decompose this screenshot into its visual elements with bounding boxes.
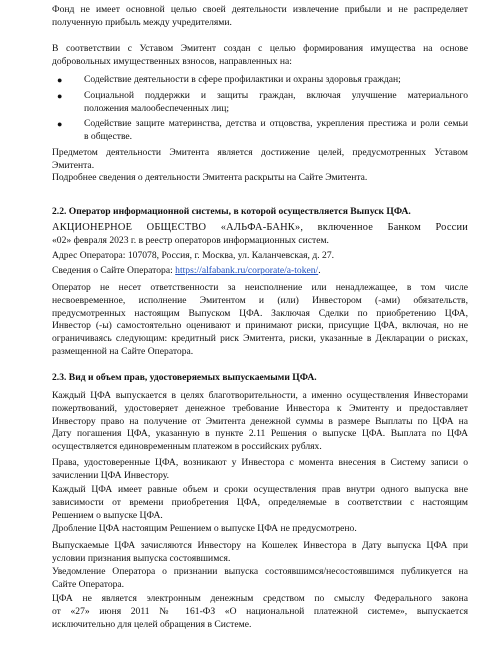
text-line: Дробление ЦФА настоящим Решением о выпуске ЦФА не предусмотрено.	[52, 523, 357, 534]
text-line: В соответствии с Уставом Эмитент создан с целью формирования имущества на основе	[52, 43, 468, 54]
text-line: Каждый ЦФА имеет равные объем и сроки осуществления прав внутри одного выпуска вне	[52, 484, 468, 495]
text-line: Содействие защите материнства, детства и отцовства, укрепления престижа и роли семьи	[84, 118, 468, 130]
text-line: Эмитента.	[52, 159, 95, 171]
list-item	[52, 90, 468, 116]
paragraph-operator-site	[52, 265, 468, 278]
paragraph-crediting	[52, 540, 468, 566]
text-line: Содействие деятельности в сфере профилактики и охраны здоровья граждан;	[84, 74, 401, 85]
text-line: Решением о выпуске ЦФА.	[52, 509, 163, 521]
text-line: Оператор не несет ответственности за неисполнение или ненадлежащее, в том числе	[52, 282, 468, 293]
text-line: Каждый ЦФА выпускается в целях благотворительности, а именно осуществления Инвесторами	[52, 390, 468, 401]
bullet-icon: ●	[57, 75, 63, 85]
text-line: исключительно для целей обращения в Системе.	[52, 618, 252, 630]
text-line: размещенной на Сайте Оператора.	[52, 345, 194, 357]
text-line: предусмотренных настоящим Выпуском ЦФА. Заключая Сделки по приобретению ЦФА,	[52, 307, 468, 319]
text-line: несвоевременное, исполнение Эмитентом и (или) Инвестором (-ами) обязательств,	[52, 294, 468, 306]
paragraph-fund-purpose	[52, 4, 468, 30]
text-line: Инвестор (-ы) самостоятельно оценивают и принимают риски, присущие ЦФА, включая, но не	[52, 320, 468, 332]
text-line: осуществляется единовременным платежом в российских рублях.	[52, 441, 322, 453]
text-line: Выпускаемые ЦФА зачисляются Инвестору на Кошелек Инвестора в Дату выпуска ЦФА при	[52, 540, 468, 551]
purpose-bullet-list	[52, 74, 468, 144]
operator-site-link[interactable]: https://alfabank.ru/corporate/a-token/	[175, 265, 319, 276]
list-item	[52, 118, 468, 144]
paragraph-operator	[52, 222, 468, 248]
text-line: Уведомление Оператора о признании выпуска состоявшимся/несостоявшимся публикуется на	[52, 566, 468, 577]
text-line: «02» февраля 2023 г. в реестр операторов информационных систем.	[52, 234, 329, 246]
text-line: Инвестору право на получение от Эмитента денежной суммы в размере Выплаты по ЦФА на	[52, 415, 468, 427]
text-line: АКЦИОНЕРНОЕ ОБЩЕСТВО «АЛЬФА-БАНК», включенное Банком России	[52, 222, 468, 233]
paragraph-no-split	[52, 523, 468, 536]
text-line: условии признания выпуска состоявшимся.	[52, 552, 231, 564]
text-line: положения малообеспеченных лиц;	[84, 102, 230, 114]
paragraph-not-e-money	[52, 593, 468, 631]
paragraph-operator-address	[52, 250, 468, 263]
bullet-icon: ●	[57, 90, 63, 101]
list-item	[52, 74, 468, 87]
text-line: Адрес Оператора: 107078, Россия, г. Москва, ул. Каланчевская, д. 27.	[52, 250, 335, 261]
text-line: пожертвований, удостоверяет денежное требование Инвестора к Эмитенту и предоставляет	[52, 402, 468, 414]
paragraph-more-info	[52, 172, 468, 185]
text-line: Предметом деятельности Эмитента является достижение целей, предусмотренных Уставом	[52, 147, 468, 158]
text-line: Права, удостоверенные ЦФА, возникают у Инвестора с момента внесения в Систему записи о	[52, 457, 468, 468]
paragraph-operator-responsibility	[52, 282, 468, 359]
paragraph-notification	[52, 566, 468, 592]
paragraph-subject	[52, 147, 468, 173]
text-line: Социальной поддержки и защиты граждан, включая улучшение материального	[84, 89, 468, 101]
section-2-2-heading: 2.2. Оператор информационной системы, в которой осуществляется Выпуск ЦФА.	[52, 206, 411, 217]
section-2-3-heading: 2.3. Вид и объем прав, удостоверяемых выпускаемыми ЦФА.	[52, 372, 317, 383]
text-line: Сайте Оператора.	[52, 578, 125, 590]
text-line: Дату погашения ЦФА, указанную в пункте 2.11 Решения о выпуске ЦФА. Выплата по ЦФА	[52, 428, 468, 440]
text-line: от «27» июня 2011 № 161-ФЗ «О национальной платежной системе», выпускается	[52, 605, 468, 617]
site-end: .	[318, 265, 321, 276]
paragraph-equal-rights	[52, 484, 468, 522]
site-label: Сведения о Сайте Оператора:	[52, 265, 176, 276]
text-line: зачислении ЦФА Инвестору.	[52, 469, 170, 481]
bullet-icon: ●	[57, 119, 63, 130]
text-line: в обществе.	[84, 131, 133, 143]
text-line: полученную прибыль между учредителями.	[52, 16, 232, 28]
text-line: добровольных имущественных взносов, направленных на:	[52, 55, 292, 67]
text-line: Подробнее сведения о деятельности Эмитента раскрыты на Сайте Эмитента.	[52, 172, 368, 183]
text-line: ограничиваясь следующим: кредитный риск Эмитента, риски, указанные в Декларации о рисках,	[52, 333, 468, 345]
paragraph-rights-origin	[52, 457, 468, 483]
paragraph-charter	[52, 43, 468, 69]
text-line: зависимости от времени приобретения ЦФА, определяемые в соответствии с настоящим	[52, 496, 468, 508]
text-line: ЦФА не является электронным денежным средством по смыслу Федерального закона	[52, 593, 468, 604]
text-line: Фонд не имеет основной целью своей деятельности извлечение прибыли и не распределяет	[52, 4, 468, 15]
paragraph-cfa-rights	[52, 390, 468, 454]
